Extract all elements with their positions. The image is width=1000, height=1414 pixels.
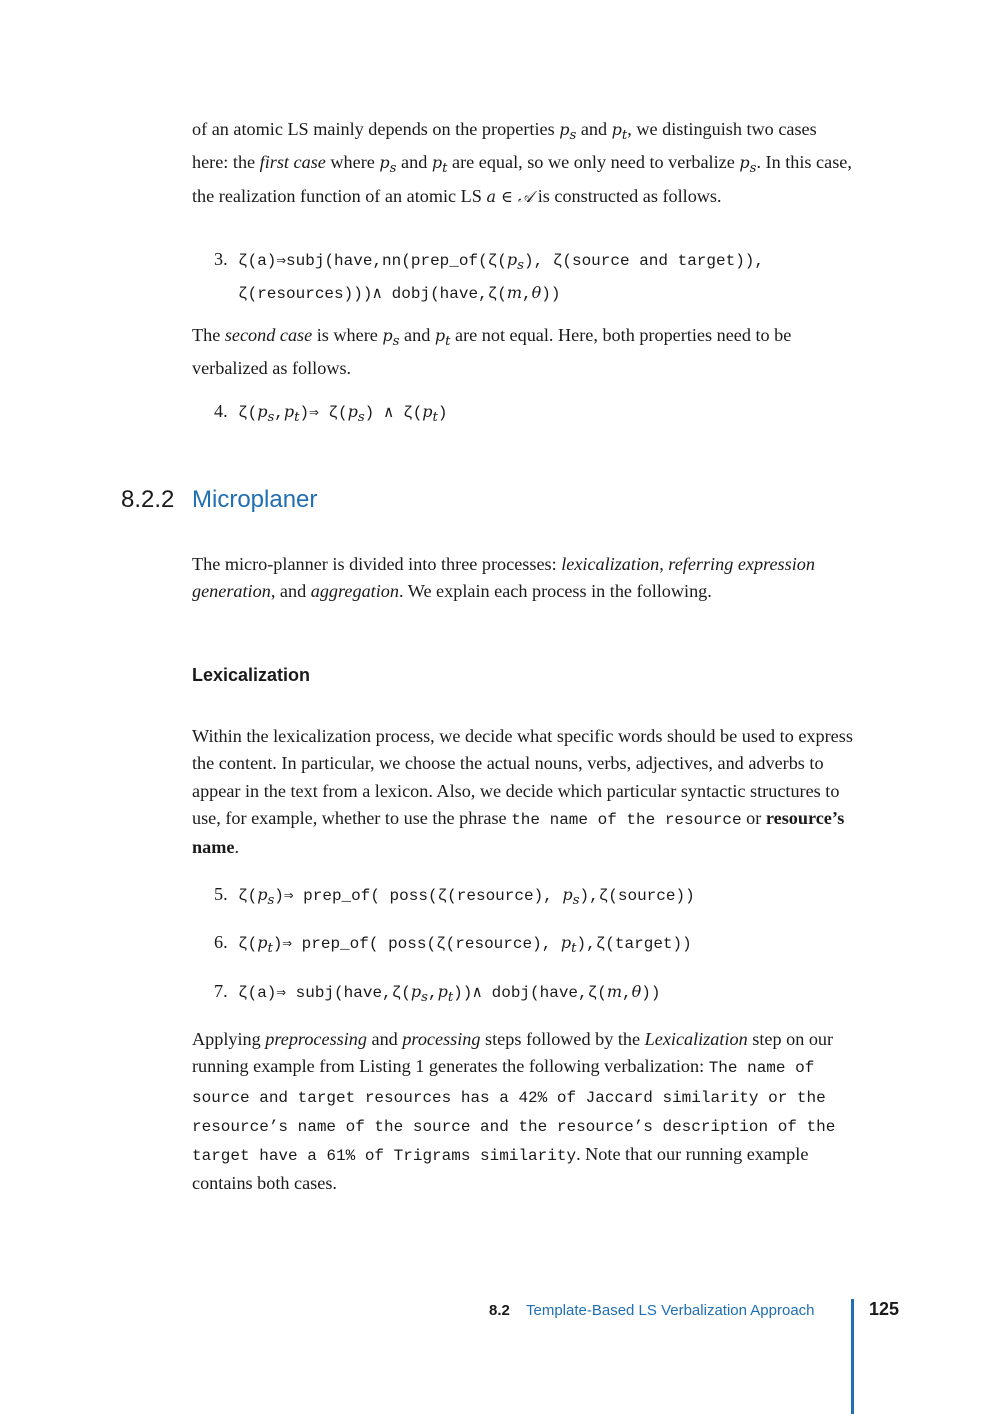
- rule-number: 7.: [214, 981, 228, 1001]
- page-number: 125: [869, 1299, 900, 1319]
- rule-number: 5.: [214, 884, 228, 904]
- math-ps: $p_s$: [506, 250, 524, 274]
- paragraph-verbalization-example: Applying preprocessing and processing steps followed by the Lexicalization step on our running example from Listing 1 generates the following verbalization: The name of source and target resources has a 42% of Jaccard similarity or the resource’s name of the source and the resource’s description of the target have a 61% of Trigrams similarity. Note that our running example contains both cases.: [192, 1029, 836, 1194]
- math-ps: $p_s$: [410, 982, 428, 1006]
- math-ps: $p_s$: [379, 153, 397, 177]
- math-ps: $p_s$: [739, 153, 757, 177]
- math-a-in-A: a ∈ 𝒜: [486, 186, 534, 206]
- subsection-heading: Lexicalization: [192, 665, 311, 685]
- footer-divider: [851, 1299, 854, 1414]
- math-ps: $p_s$: [257, 402, 275, 426]
- section-number: 8.2.2: [121, 486, 175, 513]
- rule-7: 7. ζ(a)⇒ $subj(have,\zeta(p_s,p_t))\wedge$ dobj(have,ζ(m,θ)): [214, 978, 854, 1011]
- section-title: Microplaner: [192, 486, 318, 513]
- math-pt: $p_t$: [422, 402, 438, 426]
- math-ps: $p_s$: [382, 326, 400, 350]
- rule-number: 6.: [214, 932, 228, 952]
- math-pt: $p_t$: [437, 982, 454, 1006]
- rule-number: 4.: [214, 401, 228, 421]
- rule-6: 6. $\zeta(p_t)\Rightarrow$ prep_of( poss(ζ(resource), $p_t),\zeta(target)$): [214, 929, 854, 962]
- paragraph-lexicalization: Within the lexicalization process, we decide what specific words should be used to express the content. In particular, we choose the actual nouns, verbs, adjectives, and adverbs to appear in the text from a lexicon. Also, we decide which particular syntactic structures to use, for example, whether to use the phrase the name of the resource or resource’s name.: [192, 726, 853, 858]
- math-ps: $p_s$: [347, 402, 365, 426]
- math-pt: $p_t$: [257, 933, 273, 957]
- math-pt: $p_t$: [434, 326, 451, 350]
- paragraph-microplanner: The micro-planner is divided into three processes: lexicalization, referring expression generation, and aggregation. We explain each process in the following.: [192, 554, 815, 602]
- math-ps: $p_s$: [257, 885, 275, 909]
- math-ps: $p_s$: [562, 885, 580, 909]
- rule-3: 3. $\zeta(a)\Rightarrow subj(have,nn(prep\_of(\zeta(p_s)$, ζ(source and target)), ζ(resources)))∧ dobj(have,ζ(m,θ)): [214, 246, 854, 309]
- math-pt: $p_t$: [611, 120, 628, 144]
- rule-4: 4. $\zeta(p_s,p_t)\Rightarrow$ $\zeta(p_s)$ ∧ $\zeta(p_t)$: [214, 398, 854, 431]
- math-ps: $p_s$: [559, 120, 577, 144]
- section-heading: [121, 484, 317, 516]
- rule-5: 5. $\zeta(p_s)\Rightarrow$ prep_of( poss(ζ(resource), $p_s),\zeta(source)$): [214, 881, 854, 914]
- paragraph-atomic-ls: of an atomic LS mainly depends on the properties $p_s$ and $p_t$, we distinguish two cases here: the first case where $p_s$ and $p_t$ are equal, so we only need to verbalize $p_s$. In this case, the realization function of an atomic LS a ∈ 𝒜 is constructed as follows.: [192, 119, 852, 206]
- paragraph-second-case: The second case is where $p_s$ and $p_t$ are not equal. Here, both properties need to be verbalized as follows.: [192, 325, 792, 379]
- rule-number: 3.: [214, 249, 228, 269]
- math-pt: $p_t$: [283, 402, 300, 426]
- math-pt: $p_t$: [560, 933, 577, 957]
- footer-section-number: 8.2: [489, 1302, 510, 1319]
- footer-section-title: Template-Based LS Verbalization Approach: [526, 1302, 815, 1319]
- math-pt: $p_t$: [431, 153, 448, 177]
